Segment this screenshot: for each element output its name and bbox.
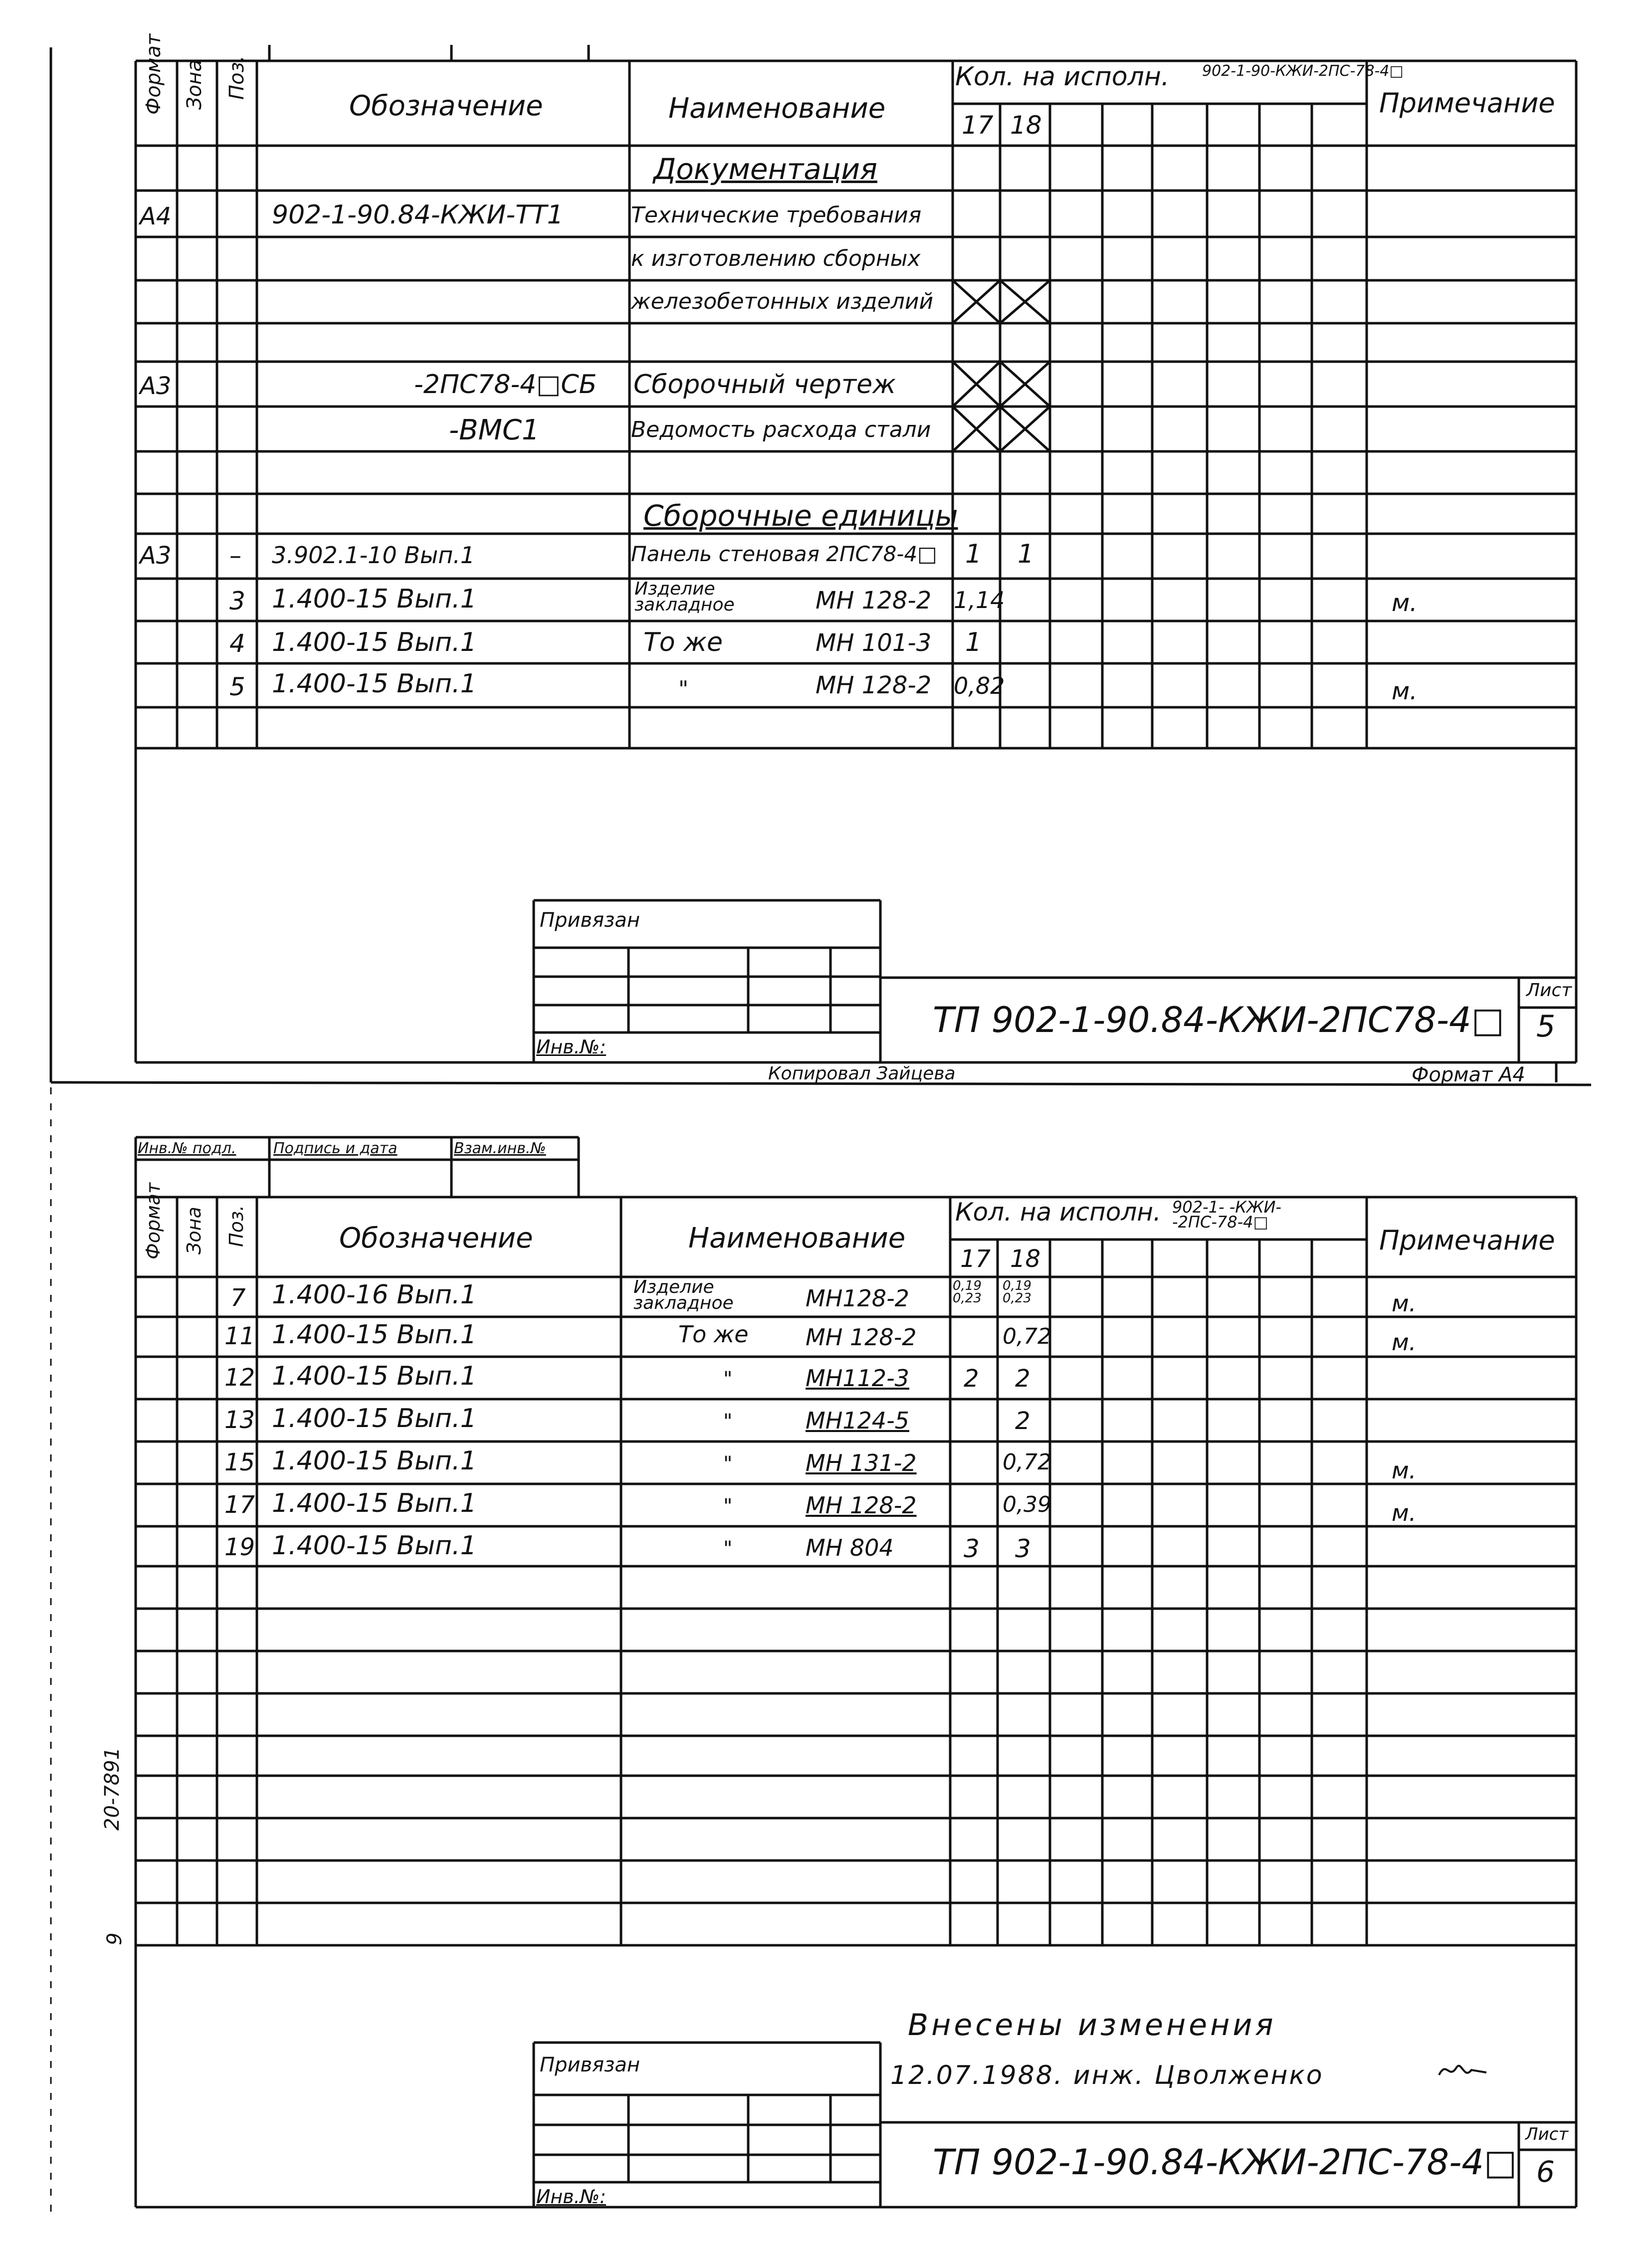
row-mark: МН112-3 xyxy=(806,1365,909,1392)
row-mark: МН 101-3 xyxy=(816,629,932,657)
header-designation: Обозначение xyxy=(339,1222,533,1254)
row-designation: -2ПС78-4□СБ xyxy=(414,370,597,400)
row-q17: 0,19 0,23 xyxy=(953,1278,982,1306)
row-q17: 3 xyxy=(964,1534,980,1563)
row-name: " xyxy=(723,1495,733,1518)
stamp-sheet-label: Лист xyxy=(1526,980,1572,1001)
stamp-code: ТП 902-1-90.84-КЖИ-2ПС-78-4□ xyxy=(933,2142,1517,2183)
row-designation: -ВМС1 xyxy=(449,414,540,446)
row-q17: 1,14 xyxy=(954,587,1005,614)
row-q17: 1 xyxy=(965,539,982,569)
row-note: м. xyxy=(1392,1290,1417,1317)
row-q18: 2 xyxy=(1015,1365,1031,1393)
row-format: А4 xyxy=(140,203,172,230)
row-pos: 3 xyxy=(229,587,245,616)
sign-date-label: Подпись и дата xyxy=(273,1140,398,1157)
stamp-sheet-label: Лист xyxy=(1525,2124,1569,2144)
row-mark: МН 128-2 xyxy=(816,671,932,699)
row-mark: МН 128-2 xyxy=(806,1324,917,1351)
stamp-sheet-number: 5 xyxy=(1536,1009,1556,1044)
row-mark: МН 804 xyxy=(806,1534,894,1561)
row-name: То же xyxy=(643,627,723,657)
row-pos: 19 xyxy=(224,1533,255,1561)
header-format: Формат xyxy=(142,1182,164,1259)
format-label: Формат А4 xyxy=(1412,1063,1525,1086)
header-pos: Поз. xyxy=(225,1205,247,1247)
row-designation: 1.400-15 Вып.1 xyxy=(272,1404,477,1434)
row-designation: 1.400-15 Вып.1 xyxy=(272,584,477,614)
row-q18: 0,39 xyxy=(1003,1492,1051,1517)
row-name: " xyxy=(678,676,689,702)
header-format: Формат xyxy=(142,33,165,115)
row-designation: 1.400-15 Вып.1 xyxy=(272,669,477,699)
header-doc-code: 902-1-90-КЖИ-2ПС-78-4□ xyxy=(1202,62,1404,80)
row-q17: 1 xyxy=(965,627,982,657)
row-designation: 1.400-15 Вып.1 xyxy=(272,1531,477,1561)
row-mark: МН 128-2 xyxy=(816,587,932,615)
row-designation: 1.400-15 Вып.1 xyxy=(272,1488,477,1518)
header-zone: Зона xyxy=(183,1207,205,1254)
copied-by: Копировал Зайцева xyxy=(768,1063,956,1084)
row-name: Ведомость расхода стали xyxy=(631,417,931,442)
side-number: 9 xyxy=(103,1932,126,1945)
row-pos: 4 xyxy=(229,629,245,658)
row-designation: 1.400-15 Вып.1 xyxy=(272,627,477,657)
header-col18: 18 xyxy=(1010,1245,1041,1273)
row-name: " xyxy=(723,1368,733,1391)
header-note: Примечание xyxy=(1379,87,1555,119)
row-note: м. xyxy=(1392,589,1418,617)
row-mark: МН 128-2 xyxy=(806,1492,917,1519)
row-designation: 902-1-90.84-КЖИ-ТТ1 xyxy=(272,200,564,230)
row-name: железобетонных изделий xyxy=(631,289,934,314)
row-q18: 1 xyxy=(1018,539,1034,569)
header-pos: Поз. xyxy=(225,55,248,100)
row-name: То же xyxy=(678,1321,749,1348)
header-col17: 17 xyxy=(962,111,994,140)
stamp-privyazan: Привязан xyxy=(540,909,640,932)
row-name: " xyxy=(723,1410,733,1433)
row-note: м. xyxy=(1392,1329,1417,1356)
row-name: Панель стеновая 2ПС78-4□ xyxy=(631,542,937,566)
row-designation: 3.902.1-10 Вып.1 xyxy=(272,542,475,569)
row-designation: 1.400-15 Вып.1 xyxy=(272,1446,477,1476)
stamp-inv: Инв.№: xyxy=(536,1036,607,1058)
header-col17: 17 xyxy=(960,1245,991,1273)
signature-icon xyxy=(1437,2058,1496,2082)
row-format: А3 xyxy=(140,542,172,570)
row-pos: 13 xyxy=(224,1406,255,1434)
changes-line2: 12.07.1988. инж. Цволженко xyxy=(890,2061,1324,2090)
row-name: Технические требования xyxy=(631,203,922,228)
row-name: Сборочный чертеж xyxy=(633,370,896,400)
side-code: 20-7891 xyxy=(101,1747,124,1831)
header-name: Наименование xyxy=(688,1222,906,1254)
header-designation: Обозначение xyxy=(349,90,543,122)
row-name: Изделие закладное xyxy=(634,579,735,616)
section-documentation: Документация xyxy=(653,152,877,186)
row-note: м. xyxy=(1392,1499,1417,1526)
row-q18: 0,19 0,23 xyxy=(1003,1278,1031,1306)
row-designation: 1.400-15 Вып.1 xyxy=(272,1320,477,1350)
row-designation: 1.400-16 Вып.1 xyxy=(272,1280,477,1310)
header-doc-code: 902-1- -КЖИ--2ПС-78-4□ xyxy=(1172,1198,1281,1232)
row-pos: 5 xyxy=(229,672,245,701)
row-mark: МН124-5 xyxy=(806,1407,909,1434)
row-q18: 0,72 xyxy=(1003,1324,1051,1349)
header-qty: Кол. на исполн. xyxy=(955,62,1170,92)
stamp-inv: Инв.№: xyxy=(536,2186,607,2208)
row-designation: 1.400-15 Вып.1 xyxy=(272,1361,477,1391)
row-pos: – xyxy=(229,542,241,570)
stamp-code: ТП 902-1-90.84-КЖИ-2ПС78-4□ xyxy=(933,1000,1504,1040)
row-format: А3 xyxy=(140,372,172,400)
header-zone: Зона xyxy=(183,59,206,110)
vzam-inv-label: Взам.инв.№ xyxy=(454,1140,546,1157)
row-mark: МН 131-2 xyxy=(806,1449,917,1476)
stamp-privyazan: Привязан xyxy=(540,2054,640,2076)
row-q17: 0,82 xyxy=(954,672,1005,699)
header-col18: 18 xyxy=(1010,111,1042,140)
changes-line1: Внесены изменения xyxy=(908,2008,1276,2043)
row-pos: 15 xyxy=(224,1448,255,1476)
row-q18: 0,72 xyxy=(1003,1449,1051,1475)
row-name: Изделие закладное xyxy=(633,1277,734,1314)
row-mark: МН128-2 xyxy=(806,1285,909,1312)
row-pos: 17 xyxy=(224,1491,255,1519)
row-name: " xyxy=(723,1452,733,1475)
row-name: к изготовлению сборных xyxy=(631,246,921,271)
row-note: м. xyxy=(1392,677,1418,705)
header-name: Наименование xyxy=(668,92,886,125)
row-pos: 12 xyxy=(224,1364,255,1392)
row-pos: 11 xyxy=(224,1322,255,1350)
header-note: Примечание xyxy=(1379,1225,1555,1256)
inv-podl-label: Инв.№ подл. xyxy=(138,1140,236,1157)
header-qty: Кол. на исполн. xyxy=(955,1198,1161,1227)
stamp-sheet-number: 6 xyxy=(1536,2155,1555,2189)
section-assembly-units: Сборочные единицы xyxy=(643,499,958,533)
row-name: " xyxy=(723,1537,733,1560)
row-q18: 2 xyxy=(1015,1407,1031,1435)
row-q18: 3 xyxy=(1015,1534,1031,1563)
row-note: м. xyxy=(1392,1457,1417,1484)
row-q17: 2 xyxy=(964,1365,979,1393)
row-pos: 7 xyxy=(230,1284,246,1312)
